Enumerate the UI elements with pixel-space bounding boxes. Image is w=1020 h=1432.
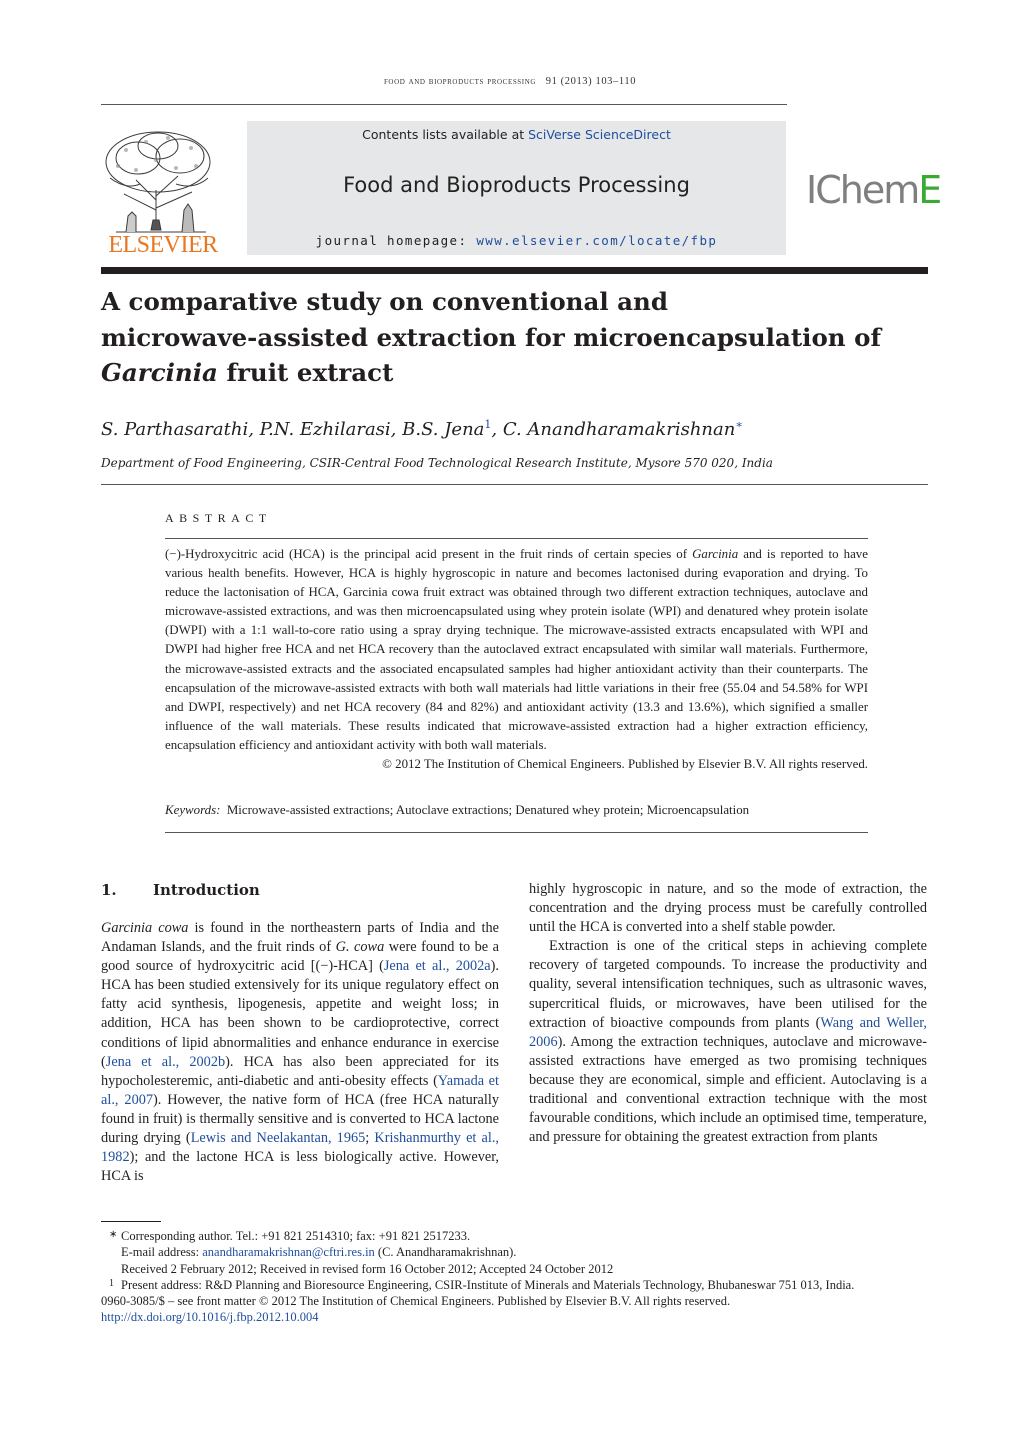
body-text: ). However, the native form of HCA (free HCA naturally found in fruit) is thermally sensitive and is converted to HCA lactone during drying ( [101,1091,499,1147]
affiliation: Department of Food Engineering, CSIR-Central Food Technological Research Institute, Mysore 570 020, India [101,456,773,470]
affiliation-footnote-mark[interactable]: 1 [484,418,492,431]
abstract-paragraph [165,545,868,755]
keywords-label: Keywords: [165,803,221,817]
title-line-1: A comparative study on conventional and [101,287,669,316]
footnotes [101,1228,928,1326]
running-head-volume: 91 (2013) 103–110 [545,76,637,87]
contents-line [247,127,786,142]
body-text: is found in the northeastern parts of India and the Andaman Islands, and the fruit rinds of [101,920,499,956]
thick-rule [101,267,928,274]
intro-paragraph-1 [101,919,499,1186]
body-text: ). HCA has also been appreciated for its hypocholesteremic, anti-diabetic and anti-obesity effects ( [101,1053,499,1089]
species-name: Garcinia cowa [101,920,189,936]
keywords-rule [165,832,868,833]
author-names-2: , C. Anandharamakrishnan [491,419,736,440]
section-heading [101,881,260,899]
homepage-line [247,233,786,248]
email-link[interactable]: anandharamakrishnan@cftri.res.in [202,1245,375,1260]
title-genus: Garcinia [101,358,218,387]
running-head-journal: food and bioproducts processing [383,76,537,87]
journal-header-box [247,121,786,255]
body-text: ). Among the extraction techniques, autoclave and microwave-assisted extractions have emerged as two promising techniques because they are economical, simple and efficient. Autoclaving is a traditional and conventional extraction technique with the most favourable conditions, which include an optimised time, temperature, and pressure for obtaining the greatest extraction from plants [529,1033,927,1146]
citation-link[interactable]: Wang and Weller, 2006 [529,1014,927,1050]
keywords-text: Microwave-assisted extractions; Autoclave extractions; Denatured whey protein; Microencapsulation [226,803,750,817]
author-names-1: S. Parthasarathi, P.N. Ezhilarasi, B.S. Jena [101,419,485,440]
journal-homepage-link[interactable]: www.elsevier.com/locate/fbp [476,233,718,248]
running-head [0,76,1020,87]
keywords [165,803,868,818]
intro-paragraph-2 [529,937,927,1147]
species-abbrev: G. cowa [335,939,385,956]
title-line-3: fruit extract [217,358,394,387]
article-title [101,284,901,391]
corresponding-author-mark[interactable]: ∗ [735,418,743,431]
footnote-dates: Received 2 February 2012; Received in revised form 16 October 2012; Accepted 24 October 2012 [121,1261,614,1276]
body-text: ). HCA has been studied extensively for its unique regulatory effect on fatty acid synthesis, lipogenesis, appetite and weight loss; in addition, HCA has been shown to be cardioprotective, correct conditions of lipid abnormalities and enhance endurance in exercise ( [101,958,499,1070]
abstract-italic: Garcinia [692,547,739,561]
citation-link[interactable]: Krishanmurthy et al., 1982 [101,1130,499,1166]
homepage-prefix: journal homepage: [315,233,468,248]
body-text: ; [365,1130,375,1147]
title-line-2: microwave-assisted extraction for microencapsulation of [101,322,882,352]
citation-link[interactable]: Lewis and Neelakantan, 1965 [190,1130,366,1147]
elsevier-wordmark: ELSEVIER [108,232,218,258]
intro-paragraph-1-cont: highly hygroscopic in nature, and so the mode of extraction, the concentration and the drying process must be carefully controlled until the HCA is converted into a shelf stable powder. [529,881,927,936]
sciencedirect-link[interactable]: SciVerse ScienceDirect [528,127,671,142]
journal-title: Food and Bioproducts Processing [343,173,690,197]
footnote-text: Present address: R&D Planning and Bioresource Engineering, CSIR-Institute of Minerals and Materials Technology, Bhubaneswar 751 013, India. [121,1277,855,1292]
body-text: ); and the lactone HCA is less biologically active. However, HCA is [101,1149,499,1185]
doi-line [101,1309,928,1325]
abstract-copyright: © 2012 The Institution of Chemical Engineers. Published by Elsevier B.V. All rights reserved. [382,757,868,772]
footnote-corresponding [101,1228,928,1244]
icheme-logo-text: IChem [806,168,919,212]
footnote-email [101,1244,928,1260]
divider-rule [101,484,928,485]
doi-link[interactable]: http://dx.doi.org/10.1016/j.fbp.2012.10.004 [101,1310,319,1325]
abstract-text-1: (−)-Hydroxycitric acid (HCA) is the principal acid present in the fruit rinds of certain species of [165,547,693,561]
footnote-mark: 1 [109,1277,114,1289]
abstract-text-2: and is reported to have various health benefits. However, HCA is highly hygroscopic in nature and becomes lactonised during evaporation and drying. To reduce the lactonisation of HCA, Garcinia cowa fruit extract was obtained through two different extraction techniques, autoclave and microwave-assisted extractions, and was then microencapsulated using whey protein isolate (WPI) and denatured whey protein isolate (DWPI) with a 1:1 wall-to-core ratio using a spray drying technique. The microwave-assisted extracts encapsulated with WPI and DWPI had higher free HCA and net HCA recovery than the autoclaved extract encapsulated with similar wall materials. Furthermore, the microwave-assisted extracts and the associated encapsulated samples had higher antioxidant activity than their counterparts. The encapsulation of the microwave-assisted extracts with both wall materials had little variations in their free (55.04 and 54.58% for WPI and DWPI, respectively) and net HCA recovery (84 and 82%) and antioxidant activity (13.3 and 13.6%), which signified a smaller influence of the wall materials. These results indicated that microwave-assisted extraction had a higher extraction efficiency, encapsulation efficiency and antioxidant activity with both wall materials. [165,547,868,752]
body-text: Extraction is one of the critical steps in achieving complete recovery of targeted compounds. To increase the productivity and quality, several intensification techniques, such as ultrasonic waves, supercritical fluids, or microwaves, have been utilised for the extraction of bioactive compounds from plants ( [529,938,927,1031]
footnote-text: Corresponding author. Tel.: +91 821 2514310; fax: +91 821 2517233. [121,1229,471,1243]
citation-link[interactable]: Jena et al., 2002a [383,958,491,975]
footnote-mark: ∗ [109,1229,118,1240]
abstract-rule [165,538,868,539]
right-column [529,880,927,1147]
contents-prefix: Contents lists available at [362,127,525,142]
email-label: E-mail address: [121,1245,203,1260]
icheme-logo [806,168,940,212]
body-text: were found to be a good source of hydroxycitric acid [(−)-HCA] ( [101,939,500,975]
author-list [101,418,743,440]
front-matter-line: 0960-3085/$ – see front matter © 2012 The Institution of Chemical Engineers. Published by Elsevier B.V. All rights reserved. [101,1294,731,1309]
citation-link[interactable]: Yamada et al., 2007 [101,1072,499,1108]
abstract-body [165,545,868,774]
section-title: Introduction [153,881,260,899]
citation-link[interactable]: Jena et al., 2002b [105,1053,226,1070]
email-name: (C. Anandharamakrishnan). [374,1245,517,1260]
footnote-present-address [101,1277,928,1293]
abstract-heading: ABSTRACT [165,511,272,525]
section-number: 1. [101,881,117,899]
footnote-rule [101,1221,161,1222]
icheme-logo-e: E [918,168,941,212]
top-rule [101,104,787,105]
left-column [101,919,499,1186]
